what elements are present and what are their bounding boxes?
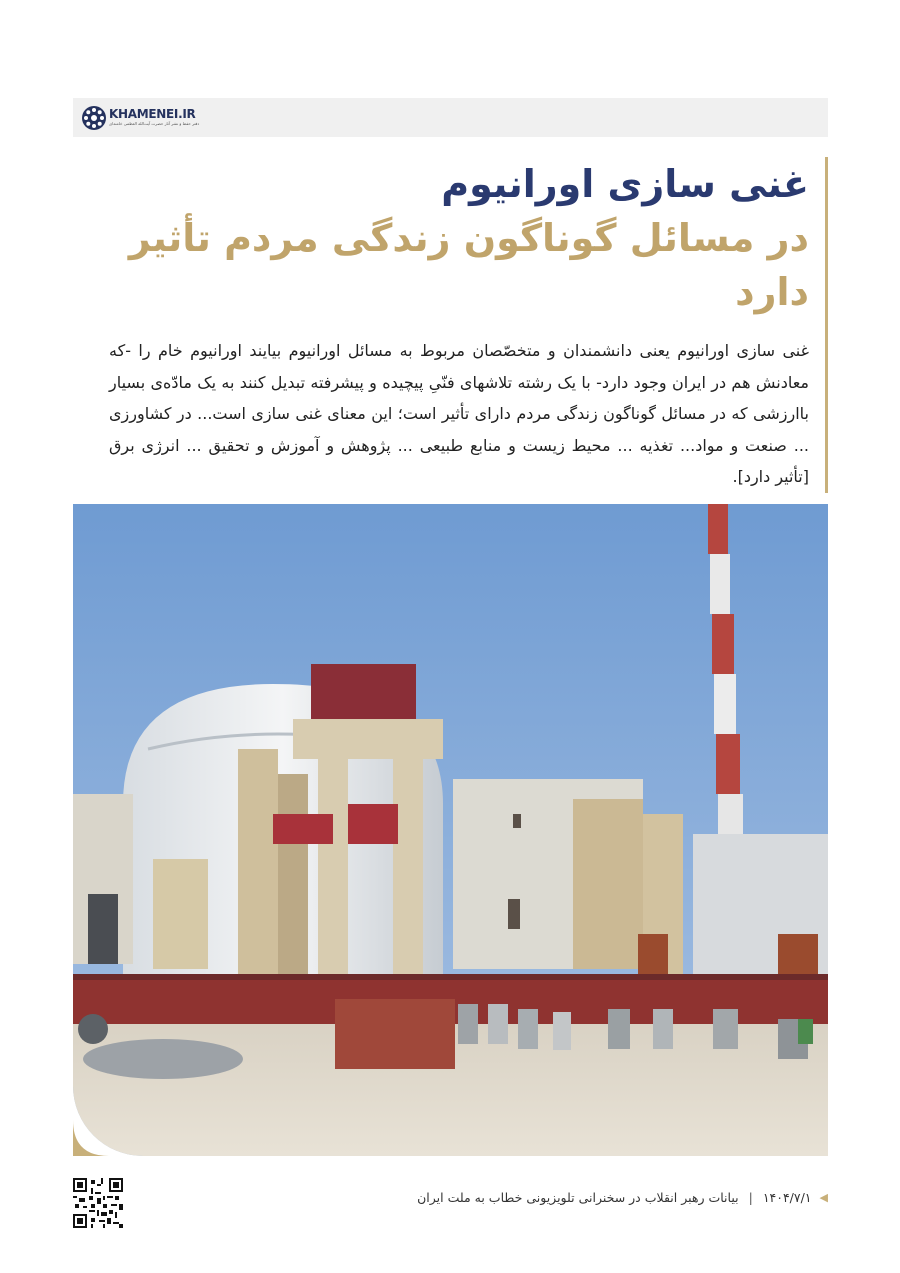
logo-emblem-icon <box>81 105 107 131</box>
title-line-2: در مسائل گوناگون زندگی مردم تأثیر دارد <box>128 216 809 314</box>
triangle-marker-icon: ◀ <box>819 1191 828 1204</box>
qr-code-icon[interactable] <box>73 1178 123 1228</box>
footer-date: ۱۴۰۴/۷/۱ <box>762 1190 812 1205</box>
quote-paragraph: غنی سازی اورانیوم یعنی دانشمندان و متخصّصان مربوط به مسائل اورانیوم بیایند اورانیوم خام را -که معادنش هم در ایران وجود دارد- با یک رشته تلاشهای فنّیِ پیچیده و پیشرفته تبدیل کنند به یک مادّه‌ی بسیار باارزشی که در مسائل گوناگون زندگی مردم دارای تأثیر است؛ این معنای غنی سازی است... در کشاورزی ... صنعت و مواد... تغذیه ... محیط زیست و منابع طبیعی ... پژوهش و آموزش و تحقیق ... انرژی برق [تأثیر دارد]. <box>109 341 809 486</box>
nuclear-plant-photo <box>73 504 828 1156</box>
logo-text: KHAMENEI.IR <box>109 107 196 121</box>
footer-source: بیانات رهبر انقلاب در سخنرانی تلویزیونی خطاب به ملت ایران <box>417 1190 739 1205</box>
article-block <box>109 157 828 493</box>
logo-subtext: دفتر حفظ و نشر آثار حضرت آیت‌الله العظمی خامنه‌ای <box>109 121 200 126</box>
corner-accent-icon <box>73 1120 109 1156</box>
title-line-1: غنی سازی اورانیوم <box>441 162 809 206</box>
footer-separator: | <box>748 1190 753 1205</box>
footer-caption <box>417 1190 828 1205</box>
site-logo[interactable] <box>81 104 199 131</box>
header-bar <box>73 98 828 137</box>
